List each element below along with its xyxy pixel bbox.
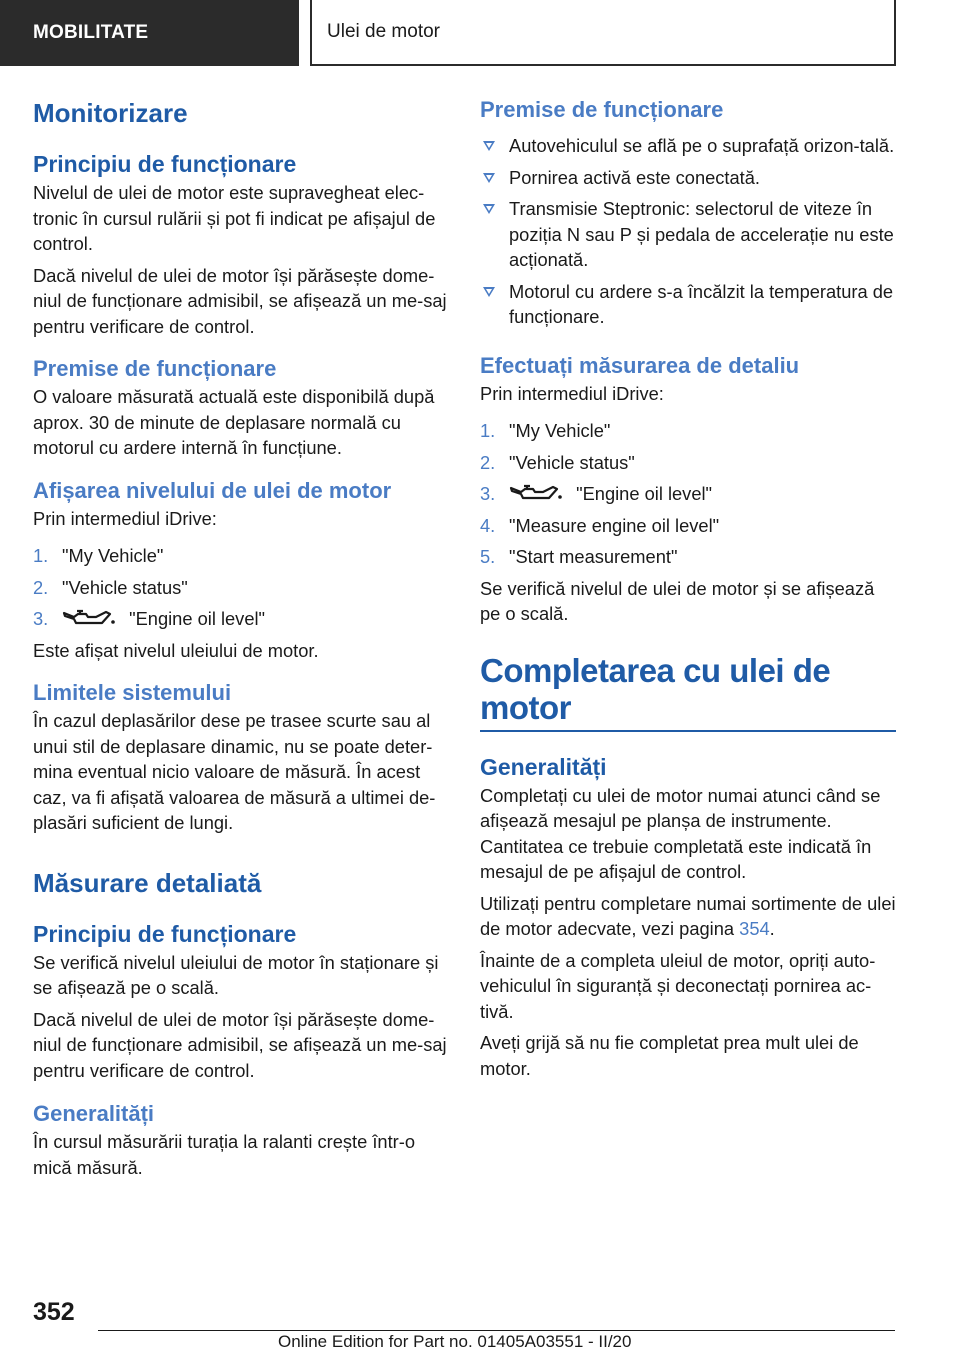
triangle-bullet-icon [483,173,495,183]
paragraph: O valoare măsurată actuală este disponibilă după aprox. 30 de minute de deplasare normală cu motorul cu ardere internă în funcțiune. [33,386,435,458]
list-item [33,575,449,601]
step-text: "Vehicle status" [62,576,188,598]
list-item [480,513,896,539]
heading-efectuati: Efectuați măsurarea de detaliu [480,352,800,378]
step-number: 2. [33,576,49,598]
list-item [480,544,896,570]
step-number: 4. [480,514,496,536]
oil-can-icon [509,483,565,503]
heading-premise-1: Premise de funcționare [33,356,277,381]
paragraph-text: . [769,918,775,939]
list-item [480,279,896,330]
bullet-text: Autovehiculul se află pe o suprafață orizon-tală. [509,135,895,156]
paragraph: Se verifică nivelul de ulei de motor și se afișează pe o scală. [480,577,875,624]
heading-afisarea: Afișarea nivelului de ulei de motor [33,477,392,503]
bullet-list [480,133,896,330]
list-item [480,133,896,159]
bullet-text: Motorul cu ardere s-a încălzit la temperatura de funcționare. [509,280,894,327]
list-item [480,165,896,191]
paragraph: În cursul măsurării turația la ralanti crește într-o mică măsură. [33,1131,416,1178]
paragraph: Completați cu ulei de motor numai atunci când se afișează mesajul pe planșa de instrumente. Cantitatea ce trebuie completată este indicată în mesajul de pe afișajul de control. [480,784,881,882]
paragraph: Dacă nivelul de ulei de motor își părăsește dome-niul de funcționare admisibil, se afișează un me-saj pentru verificare de control. [33,264,447,337]
footer-rule [98,1330,895,1331]
heading-masurare: Măsurare detaliată [33,867,262,898]
paragraph: Se verifică nivelul uleiului de motor în staționare și se afișează pe o scală. [33,951,439,998]
step-number: 1. [480,420,496,441]
heading-principiu-2: Principiu de funcționare [33,920,297,947]
paragraph: În cazul deplasărilor dese pe trasee scurte sau al unui stil de deplasare dinamic, nu se poate deter-mina eventual nicio valoare de măsură. În acest caz, va fi afișată valoarea de măsură a ultimei de-plasări suficient de lungi. [33,710,436,833]
heading-monitorizare: Monitorizare [33,98,188,128]
paragraph-text: Utilizați pentru completare numai sortimente de ulei de motor adecvate, vezi pagina [480,892,896,939]
step-text: "My Vehicle" [509,420,611,441]
paragraph: Prin intermediul iDrive: [33,507,217,529]
page-header [0,0,960,66]
chapter-tab: Ulei de motor [310,0,896,66]
step-number: 2. [480,451,496,473]
step-text: "My Vehicle" [62,545,164,566]
step-number: 3. [480,483,496,504]
step-list [33,543,449,632]
step-text: "Start measurement" [509,546,678,567]
heading-completarea: Completarea cu ulei de motor [480,651,831,726]
page-number: 352 [33,1298,75,1326]
left-column [33,96,449,1180]
paragraph: Dacă nivelul de ulei de motor își părăsește dome-niul de funcționare admisibil, se afișează un me-saj pentru verificare de control. [33,1008,447,1081]
heading-generalitati-1: Generalități [33,1101,155,1126]
heading-generalitati-2: Generalități [480,753,607,780]
bullet-text: Pornirea activă este conectată. [509,166,761,188]
step-list [480,418,896,570]
paragraph: Este afișat nivelul uleiului de motor. [33,639,319,661]
triangle-bullet-icon [483,287,495,297]
list-item [480,450,896,476]
triangle-bullet-icon [483,141,495,151]
list-item [33,543,449,569]
heading-premise-2: Premise de funcționare [480,97,724,122]
paragraph-with-link [480,891,896,942]
paragraph: Înainte de a completa uleiul de motor, opriți auto-vehiculul în siguranță și deconectați pornirea ac-tivă. [480,949,876,1022]
section-tab: MOBILITATE [0,0,299,66]
page-link-354[interactable]: 354 [739,918,770,939]
bullet-text: Transmisie Steptronic: selectorul de viteze în poziția N sau P și pedala de accelerație nu este acționată. [509,198,894,270]
heading-limitele: Limitele sistemului [33,680,232,705]
list-item [480,196,896,273]
oil-can-icon [62,608,118,628]
step-text: "Engine oil level" [576,483,713,504]
step-text: "Engine oil level" [129,608,266,629]
list-item [480,481,896,507]
step-text: "Vehicle status" [509,451,635,473]
step-number: 3. [33,608,49,629]
list-item [480,418,896,444]
heading-rule [480,730,896,732]
step-number: 1. [33,545,49,566]
heading-principiu-1: Principiu de funcționare [33,151,297,177]
footer-edition: Online Edition for Part no. 01405A03551 - II/20 [278,1332,632,1351]
paragraph: Aveți grijă să nu fie completat prea mult ulei de motor. [480,1032,859,1079]
triangle-bullet-icon [483,204,495,214]
paragraph: Nivelul de ulei de motor este supravegheat elec-tronic în cursul rulării și pot fi indicat pe afișajul de control. [33,182,436,254]
right-column [480,96,896,1081]
paragraph: Prin intermediul iDrive: [480,382,664,404]
list-item [33,606,449,632]
step-text: "Measure engine oil level" [509,514,720,536]
step-number: 5. [480,546,496,567]
